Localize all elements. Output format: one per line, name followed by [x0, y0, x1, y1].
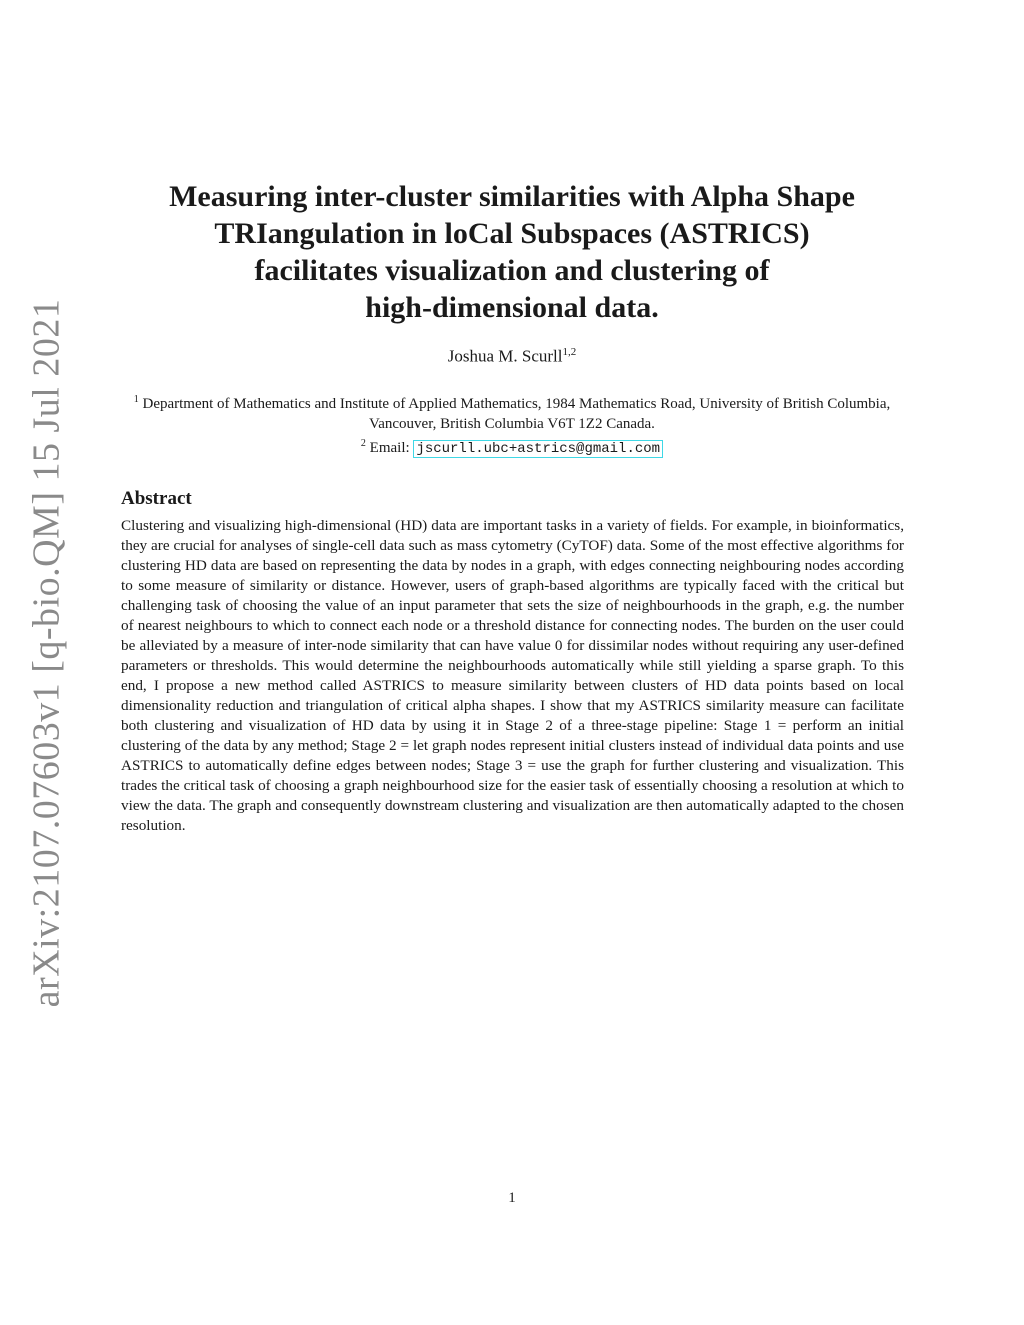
author-line	[110, 346, 914, 367]
arxiv-identifier-text: arXiv:2107.07603v1 [q-bio.QM] 15 Jul 2021	[25, 298, 67, 1007]
affiliations	[120, 390, 904, 459]
author-name: Joshua M. Scurll	[447, 346, 563, 366]
author-affiliation-marks: 1,2	[562, 346, 577, 358]
abstract-body: Clustering and visualizing high-dimensional (HD) data are important tasks in a variety of fields. For example, in bioinformatics, they are crucial for analyses of single-cell data such as mass cytometry (CyTOF) data. Some of the most effective algorithms for clustering HD data are based on representing the data by nodes in a graph, with edges connecting neighbouring nodes according to some measure of similarity or distance. However, users of graph-based algorithms are typically faced with the critical but challenging task of choosing the value of an input parameter that sets the size of neighbourhoods in the graph, e.g. the number of nearest neighbours to which to connect each node or a threshold distance for connecting nodes. The burden on the user could be alleviated by a measure of inter-node similarity that can have value 0 for dissimilar nodes without requiring any user-defined parameters or thresholds. This would determine the neighbourhoods automatically while still yielding a sparse graph. To this end, I propose a new method called ASTRICS to measure similarity between clusters of HD data points based on local dimensionality reduction and triangulation of critical alpha shapes. I show that my ASTRICS similarity measure can facilitate both clustering and visualization of HD data by using it in Stage 2 of a three-stage pipeline: Stage 1 = perform an initial clustering of the data by any method; Stage 2 = let graph nodes represent initial clusters instead of individual data points and use ASTRICS to automatically define edges between nodes; Stage 3 = use the graph for further clustering and visualization. This trades the critical task of choosing a graph neighbourhood size for the easier task of essentially choosing a resolution at which to view the data. The graph and consequently downstream clustering and visualization are then automatically adapted to the chosen resolution.	[121, 517, 904, 834]
email-link[interactable]: jscurll.ubc+astrics@gmail.com	[413, 440, 663, 458]
affiliation-1	[120, 390, 904, 434]
page-number: 1	[508, 1190, 516, 1206]
title-line: high-dimensional data.	[365, 291, 659, 324]
title-line: Measuring inter-cluster similarities with Alpha Shape	[169, 180, 855, 213]
affiliation-1-text: Department of Mathematics and Institute of Applied Mathematics, 1984 Mathematics Road, University of British Columbia, Vancouver, British Columbia V6T 1Z2 Canada.	[142, 396, 891, 432]
affiliation-2-mark: 2	[360, 438, 366, 449]
paper-title	[110, 178, 914, 326]
arxiv-identifier-stamp	[22, 298, 70, 1007]
affiliation-1-mark: 1	[133, 394, 139, 405]
affiliation-2	[120, 434, 904, 459]
email-label: Email:	[369, 440, 410, 456]
title-line: TRIangulation in loCal Subspaces (ASTRICS)	[214, 217, 810, 250]
abstract-heading: Abstract	[121, 488, 192, 509]
title-line: facilitates visualization and clustering of	[254, 254, 770, 287]
